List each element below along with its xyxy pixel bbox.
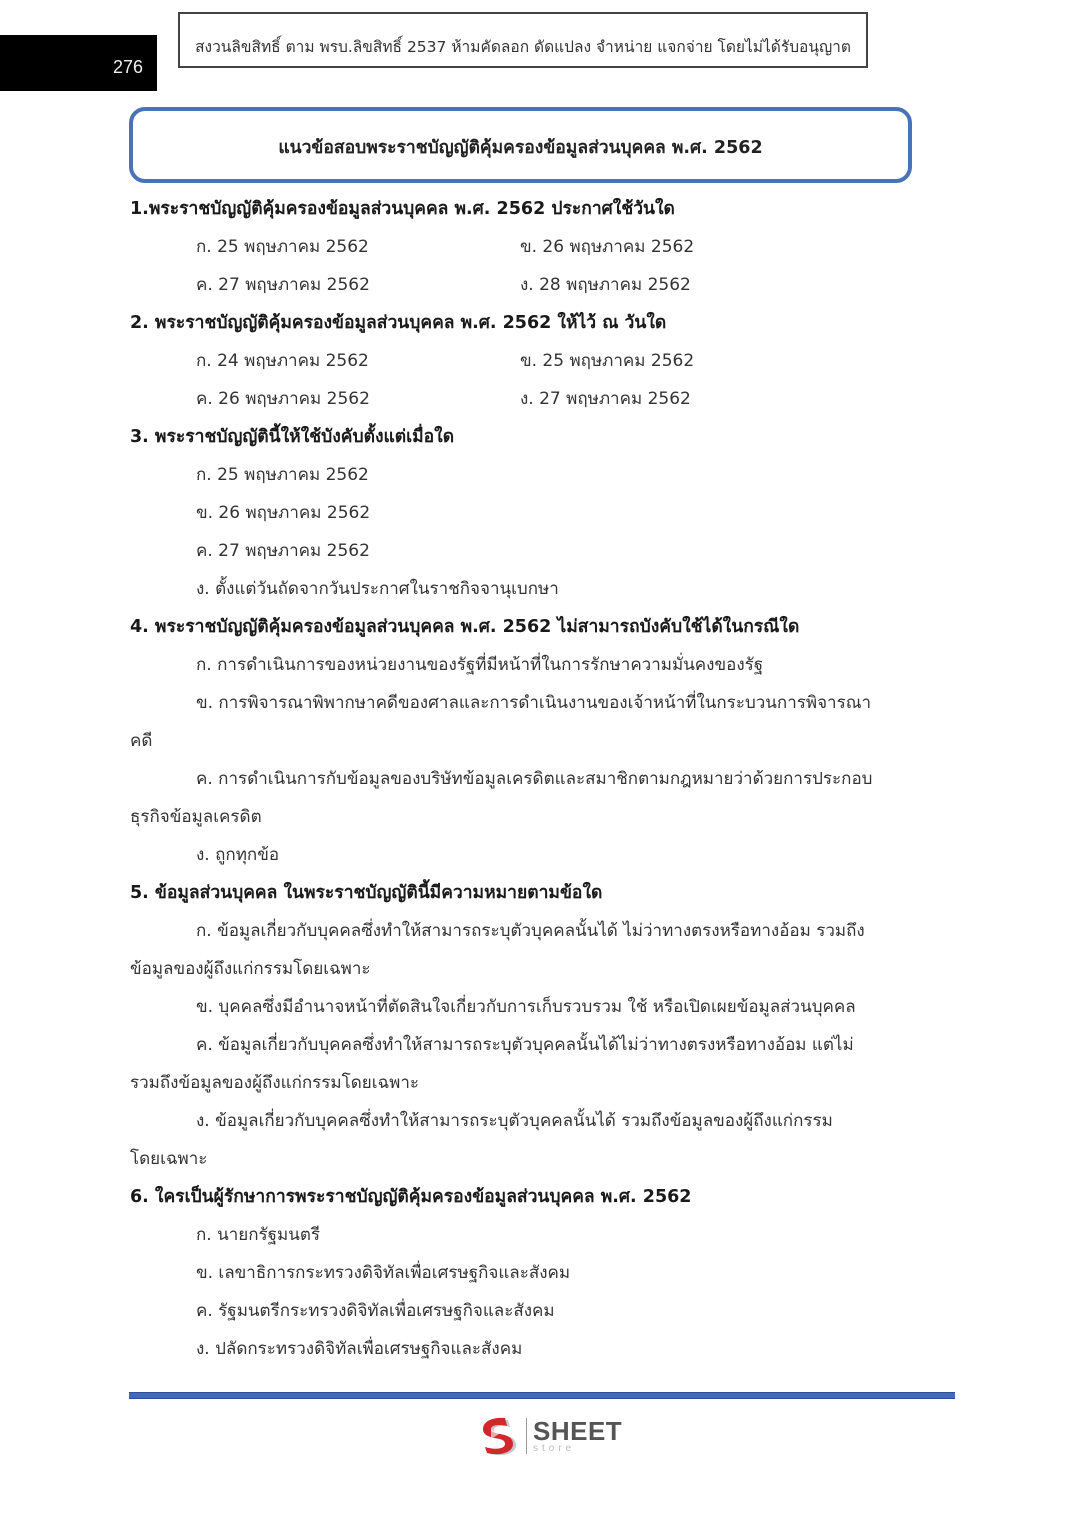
- logo-sub: store: [533, 1442, 576, 1454]
- choice-5a: ก. ข้อมูลเกี่ยวกับบุคคลซึ่งทำให้สามารถระบุตัวบุคคลนั้นได้ ไม่ว่าทางตรงหรือทางอ้อม รวมถึง: [196, 921, 865, 941]
- choice-6c: ค. รัฐมนตรีกระทรวงดิจิทัลเพื่อเศรษฐกิจและสังคม: [196, 1301, 555, 1321]
- page-number: 276: [112, 57, 143, 77]
- choice-1d: ง. 28 พฤษภาคม 2562: [520, 275, 691, 295]
- choice-5c-cont: รวมถึงข้อมูลของผู้ถึงแก่กรรมโดยเฉพาะ: [130, 1073, 420, 1093]
- question-6: 6. ใครเป็นผู้รักษาการพระราชบัญญัติคุ้มครองข้อมูลส่วนบุคคล พ.ศ. 2562: [130, 1187, 692, 1207]
- choice-2c: ค. 26 พฤษภาคม 2562: [196, 389, 370, 409]
- choice-1c: ค. 27 พฤษภาคม 2562: [196, 275, 370, 295]
- choice-5b: ข. บุคคลซึ่งมีอำนาจหน้าที่ตัดสินใจเกี่ยวกับการเก็บรวบรวม ใช้ หรือเปิดเผยข้อมูลส่วนบุคคล: [196, 997, 856, 1017]
- choice-4b-cont: คดี: [130, 731, 153, 751]
- question-5: 5. ข้อมูลส่วนบุคคล ในพระราชบัญญัตินี้มีความหมายตามข้อใด: [130, 883, 603, 903]
- choice-3d: ง. ตั้งแต่วันถัดจากวันประกาศในราชกิจจานุเบกษา: [196, 579, 559, 599]
- footer-rule: [129, 1392, 955, 1399]
- choice-3b: ข. 26 พฤษภาคม 2562: [196, 503, 371, 523]
- choice-4c-cont: ธุรกิจข้อมูลเครดิต: [130, 807, 262, 827]
- title-box: [129, 107, 912, 183]
- choice-2b: ข. 25 พฤษภาคม 2562: [520, 351, 695, 371]
- choice-2d: ง. 27 พฤษภาคม 2562: [520, 389, 691, 409]
- question-1: 1.พระราชบัญญัติคุ้มครองข้อมูลส่วนบุคคล พ.ศ. 2562 ประกาศใช้วันใด: [130, 199, 675, 219]
- choice-5d-cont: โดยเฉพาะ: [130, 1149, 208, 1169]
- copyright-notice: สงวนลิขสิทธิ์ ตาม พรบ.ลิขสิทธิ์ 2537 ห้ามคัดลอก ดัดแปลง จำหน่าย แจกจ่าย โดยไม่ได้รับอนุญาต: [195, 37, 851, 56]
- page-number-block: [0, 35, 157, 91]
- logo-word: SHEET: [533, 1415, 623, 1446]
- choice-1a: ก. 25 พฤษภาคม 2562: [196, 237, 369, 257]
- choice-4c: ค. การดำเนินการกับข้อมูลของบริษัทข้อมูลเครดิตและสมาชิกตามกฎหมายว่าด้วยการประกอบ: [196, 769, 873, 789]
- sheet-store-logo: [478, 1413, 622, 1458]
- choice-3c: ค. 27 พฤษภาคม 2562: [196, 541, 370, 561]
- choice-2a: ก. 24 พฤษภาคม 2562: [196, 351, 369, 371]
- question-4: 4. พระราชบัญญัติคุ้มครองข้อมูลส่วนบุคคล พ.ศ. 2562 ไม่สามารถบังคับใช้ได้ในกรณีใด: [130, 617, 800, 637]
- copyright-notice-box: [178, 12, 868, 68]
- choice-1b: ข. 26 พฤษภาคม 2562: [520, 237, 695, 257]
- page-title: แนวข้อสอบพระราชบัญญัติคุ้มครองข้อมูลส่วนบุคคล พ.ศ. 2562: [278, 138, 763, 158]
- choice-6b: ข. เลขาธิการกระทรวงดิจิทัลเพื่อเศรษฐกิจและสังคม: [196, 1263, 571, 1283]
- choice-5a-cont: ข้อมูลของผู้ถึงแก่กรรมโดยเฉพาะ: [130, 959, 371, 979]
- sheet-store-s-icon: [478, 1414, 522, 1458]
- choice-4d: ง. ถูกทุกข้อ: [196, 845, 280, 865]
- choice-6d: ง. ปลัดกระทรวงดิจิทัลเพื่อเศรษฐกิจและสังคม: [196, 1339, 523, 1359]
- choice-6a: ก. นายกรัฐมนตรี: [196, 1225, 321, 1245]
- choice-5c: ค. ข้อมูลเกี่ยวกับบุคคลซึ่งทำให้สามารถระบุตัวบุคคลนั้นได้ไม่ว่าทางตรงหรือทางอ้อม แต่ไม่: [196, 1035, 854, 1055]
- question-3: 3. พระราชบัญญัตินี้ให้ใช้บังคับตั้งแต่เมื่อใด: [130, 427, 455, 447]
- choice-4b: ข. การพิจารณาพิพากษาคดีของศาลและการดำเนินงานของเจ้าหน้าที่ในกระบวนการพิจารณา: [196, 693, 872, 713]
- choice-4a: ก. การดำเนินการของหน่วยงานของรัฐที่มีหน้าที่ในการรักษาความมั่นคงของรัฐ: [196, 655, 764, 675]
- question-2: 2. พระราชบัญญัติคุ้มครองข้อมูลส่วนบุคคล พ.ศ. 2562 ให้ไว้ ณ วันใด: [130, 313, 667, 333]
- choice-3a: ก. 25 พฤษภาคม 2562: [196, 465, 369, 485]
- logo-divider: [526, 1418, 527, 1454]
- choice-5d: ง. ข้อมูลเกี่ยวกับบุคคลซึ่งทำให้สามารถระบุตัวบุคคลนั้นได้ รวมถึงข้อมูลของผู้ถึงแก่กรรม: [196, 1111, 833, 1131]
